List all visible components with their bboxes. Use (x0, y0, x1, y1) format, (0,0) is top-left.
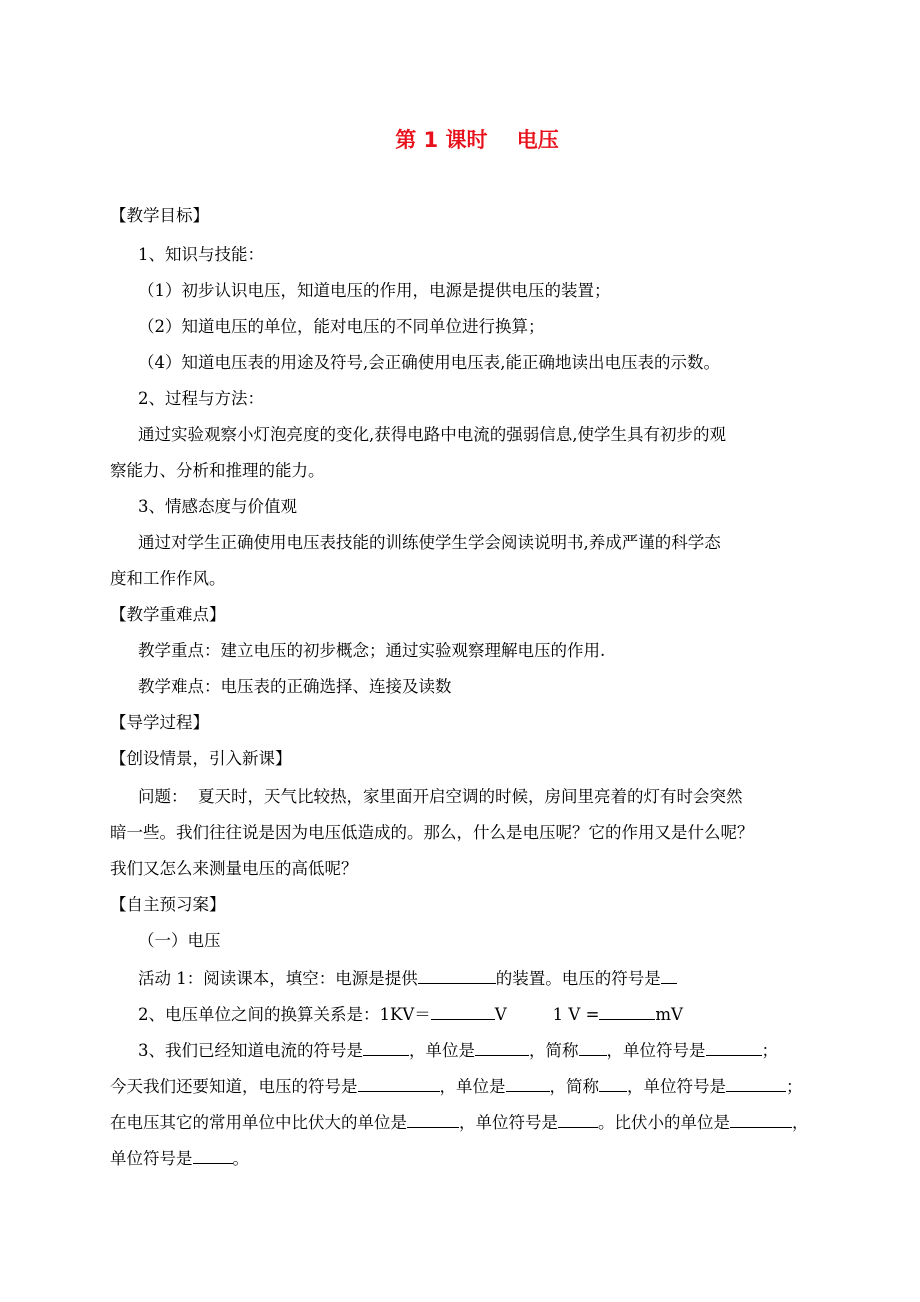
process-method-text-line1: 通过实验观察小灯泡亮度的变化,获得电路中电流的强弱信息,使学生具有初步的观 (138, 425, 726, 444)
objectives-heading: 【教学目标】 (110, 206, 209, 225)
page-title: 第 1 课时 电压 (395, 128, 559, 152)
blank-current-unit-symbol[interactable] (706, 1039, 762, 1056)
q3-l3-text-a: 在电压其它的常用单位中比伏大的单位是 (110, 1113, 407, 1132)
q2-text-d: mV (655, 1005, 683, 1024)
voltage-subheading: （一）电压 (138, 931, 221, 950)
blank-smaller-unit[interactable] (730, 1111, 792, 1128)
blank-v-to-mv[interactable] (599, 1003, 655, 1020)
objective-item-2: （2）知道电压的单位，能对电压的不同单位进行换算； (138, 317, 545, 336)
activity1-line (138, 967, 677, 989)
blank-power-supply-provides[interactable] (418, 967, 496, 984)
teaching-focus: 教学重点：建立电压的初步概念；通过实验观察理解电压的作用. (138, 641, 606, 660)
q3-l2-text-d: ，单位符号是 (627, 1077, 726, 1096)
q3-l2-text-e: ； (786, 1077, 803, 1096)
q3-l1-text-e: ； (761, 1041, 778, 1060)
q3-l2-text-b: ，单位是 (439, 1077, 506, 1096)
q3-line3 (110, 1111, 809, 1133)
question-line3: 我们又怎么来测量电压的高低呢？ (110, 859, 358, 878)
attitude-values-text-line1: 通过对学生正确使用电压表技能的训练使学生学会阅读说明书,养成严谨的科学态 (138, 533, 721, 552)
blank-voltage-unit-symbol[interactable] (726, 1075, 786, 1092)
unit-conversion-line (138, 1003, 683, 1025)
q3-l3-text-b: ，单位符号是 (459, 1113, 558, 1132)
keypoints-heading: 【教学重难点】 (110, 605, 226, 624)
q3-l1-text-a: 3、我们已经知道电流的符号是 (138, 1041, 363, 1060)
q3-l1-text-d: ，单位符号是 (606, 1041, 706, 1060)
q3-l2-text-a: 今天我们还要知道，电压的符号是 (110, 1077, 358, 1096)
activity1-text-b: 的装置。电压的符号是 (495, 969, 661, 988)
blank-kv-to-v[interactable] (431, 1003, 495, 1020)
blank-current-unit-short[interactable] (579, 1039, 607, 1056)
attitude-values-heading: 3、情感态度与价值观 (138, 497, 297, 516)
q3-line4 (110, 1147, 249, 1169)
guided-process-heading: 【导学过程】 (110, 713, 209, 732)
blank-current-symbol[interactable] (363, 1039, 409, 1056)
scenario-heading: 【创设情景，引入新课】 (110, 749, 292, 768)
knowledge-skills-heading: 1、知识与技能： (138, 245, 264, 264)
blank-current-unit[interactable] (475, 1039, 529, 1056)
q3-l1-text-b: ，单位是 (409, 1041, 475, 1060)
objective-item-4: （4）知道电压表的用途及符号,会正确使用电压表,能正确地读出电压表的示数。 (138, 353, 720, 372)
q3-l4-text-b: 。 (232, 1149, 249, 1168)
activity1-text-a: 活动 1：阅读课本，填空：电源是提供 (138, 969, 418, 988)
blank-larger-unit[interactable] (407, 1111, 459, 1128)
teaching-difficulty: 教学难点：电压表的正确选择、连接及读数 (138, 677, 452, 696)
process-method-text-line2: 察能力、分析和推理的能力。 (110, 461, 325, 480)
objective-item-1: （1）初步认识电压，知道电压的作用，电源是提供电压的装置； (138, 281, 611, 300)
q3-l3-text-d: ， (792, 1113, 809, 1132)
process-method-heading: 2、过程与方法： (138, 389, 264, 408)
q3-l1-text-c: ，简称 (529, 1041, 579, 1060)
blank-voltage-symbol-2[interactable] (358, 1075, 440, 1092)
q2-text-a: 2、电压单位之间的换算关系是：1KV＝ (138, 1005, 431, 1024)
self-study-heading: 【自主预习案】 (110, 895, 226, 914)
q3-line2 (110, 1075, 803, 1097)
q2-text-c: 1 V = (552, 1005, 600, 1024)
q3-l3-text-c: 。比伏小的单位是 (598, 1113, 730, 1132)
question-line2: 暗一些。我们往往说是因为电压低造成的。那么，什么是电压呢？它的作用又是什么呢？ (110, 823, 754, 842)
blank-larger-unit-symbol[interactable] (558, 1111, 598, 1128)
q3-line1 (138, 1039, 778, 1061)
blank-voltage-unit[interactable] (506, 1075, 550, 1092)
blank-voltage-symbol[interactable] (661, 967, 677, 984)
attitude-values-text-line2: 度和工作作风。 (110, 569, 226, 588)
question-line1: 问题： 夏天时，天气比较热，家里面开启空调的时候，房间里亮着的灯有时会突然 (138, 787, 743, 806)
blank-voltage-unit-short[interactable] (599, 1075, 627, 1092)
blank-smaller-unit-symbol[interactable] (193, 1147, 233, 1164)
q3-l2-text-c: ，简称 (549, 1077, 599, 1096)
q2-text-b: V (494, 1005, 507, 1024)
q3-l4-text-a: 单位符号是 (110, 1149, 193, 1168)
